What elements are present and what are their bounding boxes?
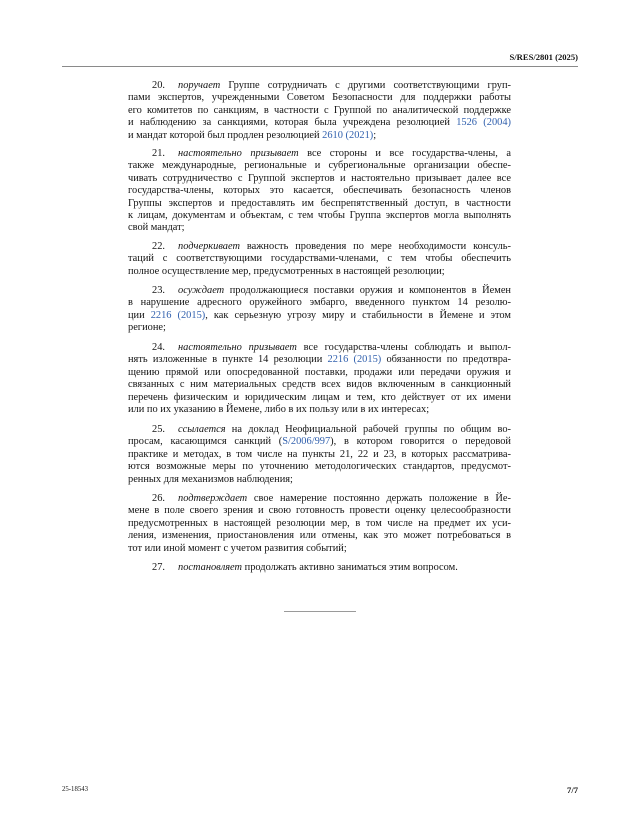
line-text: Группе сотрудничать с другими соответствующими груп- <box>220 80 511 91</box>
paragraph-24-line-6: или по их указанию в Йемене, либо в их пользу или в их интересах; <box>128 403 430 415</box>
paragraph-25 <box>128 424 511 486</box>
operative-verb: ссылается <box>178 424 226 435</box>
line-text: и мандат которой был продлен резолюцией <box>128 129 323 141</box>
paragraph-number: 20. <box>152 80 165 91</box>
paragraph-23-line-3 <box>128 310 511 322</box>
line-text: свое намерение постоянно держать положение в Йе- <box>247 493 511 504</box>
paragraph-20-line-4 <box>128 117 511 129</box>
paragraph-21-line-4: государства-члены, которых это касается, обеспечивать безопасность членов <box>128 185 511 197</box>
paragraph-22 <box>128 241 511 278</box>
paragraph-20-line-3: его комитетов по санкциям, в частности с Группой по аналитической поддержке <box>128 104 511 116</box>
line-text: все стороны и все государства-члены, а <box>298 148 511 159</box>
line-text: продолжающиеся поставки оружия и компонентов в Йемен <box>224 285 511 296</box>
operative-verb: настоятельно призывает <box>178 148 299 159</box>
paragraph-number: 27. <box>152 562 165 573</box>
paragraph-24-line-2 <box>128 354 511 366</box>
operative-verb: настоятельно призывает <box>178 342 297 353</box>
operative-verb: осуждает <box>178 285 225 296</box>
paragraph-22-line-2: таций с соответствующими государствами-членами, с тем чтобы обеспечить <box>128 253 511 265</box>
paragraph-25-line-3: практике и методах, в том числе на пункты 21, 22 и 23, в которых рассматрива- <box>128 448 511 460</box>
document-symbol: S/RES/2801 (2025) <box>509 52 578 62</box>
paragraph-21-line-5: Группы экспертов и предоставлять им беспрепятственный доступ, в частности <box>128 197 511 209</box>
paragraph-24-line-3: щению прямой или опосредованной поставки, продажи или передачи оружия и <box>128 366 511 378</box>
line-text: , как серьезную угрозу миру и стабильности в Йемене и этом <box>205 309 511 321</box>
paragraph-24-line-5: перечень физическим и юридическим лицам и тем, кто действует от их имени <box>128 391 511 403</box>
paragraph-26-line-1 <box>128 493 511 505</box>
line-text: продолжать активно заниматься этим вопросом. <box>242 562 458 573</box>
paragraph-25-line-1 <box>128 424 511 436</box>
paragraph-24-line-1 <box>128 342 511 354</box>
paragraph-23-line-2: в нарушение адресного оружейного эмбарго, введенного пунктом 14 резолю- <box>128 297 511 309</box>
paragraph-25-line-2 <box>128 436 511 448</box>
line-text: обязанности по предотвра- <box>381 354 511 366</box>
resolution-2610-link[interactable]: 2610 (2021) <box>322 129 374 141</box>
end-separator <box>284 611 356 612</box>
paragraph-21-line-1 <box>128 148 511 160</box>
job-number: 25-18543 <box>62 786 89 793</box>
paragraph-23-line-1 <box>128 285 511 297</box>
paragraph-24 <box>128 342 511 416</box>
paragraph-23 <box>128 285 511 335</box>
paragraph-26 <box>128 493 511 555</box>
resolution-2216-link[interactable]: 2216 (2015) <box>150 309 206 321</box>
paragraph-number: 21. <box>152 148 165 159</box>
paragraph-25-line-4: ются возможные меры по уточнению методологических стандартов, предусмот- <box>128 461 511 473</box>
paragraph-26-line-2: мене в поле своего зрения и свою готовность провести оценку целесообразности <box>128 505 511 517</box>
paragraph-24-line-4: связанных с ним материальных средств всех видов включенным в санкционный <box>128 379 511 391</box>
paragraph-20-line-2: пами экспертов, учрежденными Советом Безопасности для поддержки работы <box>128 92 511 104</box>
line-text: на доклад Неофициальной рабочей группы по общим во- <box>225 424 511 435</box>
paragraph-27 <box>128 562 511 574</box>
paragraph-21-line-2: также международные, региональные и субрегиональные организации обеспе- <box>128 160 511 172</box>
paragraph-20-line-5 <box>128 130 511 142</box>
paragraph-26-line-4: ления, изменения, приостановления или отмены, как это может потребоваться в <box>128 530 511 542</box>
paragraph-26-line-5: тот или иной момент с учетом развития событий; <box>128 542 347 554</box>
paragraph-number: 25. <box>152 424 165 435</box>
resolution-1526-link[interactable]: 1526 (2004) <box>456 117 511 129</box>
paragraph-21 <box>128 148 511 235</box>
paragraph-21-line-7: свой мандат; <box>128 222 185 234</box>
paragraph-22-line-3: полное осуществление мер, предусмотренных в настоящей резолюции; <box>128 265 445 277</box>
resolution-2216-link[interactable]: 2216 (2015) <box>327 354 382 366</box>
line-text: нять изложенные в пункте 14 резолюции <box>128 354 328 366</box>
paragraph-22-line-1 <box>128 241 511 253</box>
paragraph-number: 22. <box>152 241 165 252</box>
paragraph-26-line-3: предусмотренных в настоящей резолюции мер, в том числе на предмет их уси- <box>128 517 511 529</box>
paragraph-number: 23. <box>152 285 165 296</box>
paragraph-23-line-4: регионе; <box>128 322 166 334</box>
operative-verb: подчеркивает <box>178 241 240 252</box>
line-text: ), в котором говорится о передовой <box>330 436 511 448</box>
paragraph-20 <box>128 80 511 142</box>
line-text: все государства-члены соблюдать и выпол- <box>296 342 511 353</box>
operative-verb: подтверждает <box>178 493 248 504</box>
paragraph-21-line-3: чивать сотрудничество с Группой экспертов и настоятельно призывает далее все <box>128 172 511 184</box>
paragraph-20-line-1 <box>128 80 511 92</box>
page-number: 7/7 <box>567 785 578 795</box>
line-text: просам, касающимся санкций ( <box>128 436 283 448</box>
document-s-2006-997-link[interactable]: S/2006/997 <box>282 436 331 448</box>
paragraph-21-line-6: к лицам, документам и объектам, с тем чтобы Группа экспертов могла выполнять <box>128 209 511 221</box>
paragraph-27-line-1 <box>128 562 511 574</box>
paragraph-number: 24. <box>152 342 165 353</box>
header-rule <box>62 66 578 67</box>
line-text: и наблюдению за санкциями, которая была учреждена резолюцией <box>128 117 457 129</box>
operative-verb: постановляет <box>178 562 243 573</box>
line-text: ции <box>128 309 151 321</box>
line-text: ; <box>373 129 377 141</box>
paragraph-25-line-5: ренных для механизмов наблюдения; <box>128 473 293 485</box>
line-text: важность проведения по мере необходимости консуль- <box>239 241 511 252</box>
paragraph-number: 26. <box>152 493 165 504</box>
operative-verb: поручает <box>178 80 221 91</box>
